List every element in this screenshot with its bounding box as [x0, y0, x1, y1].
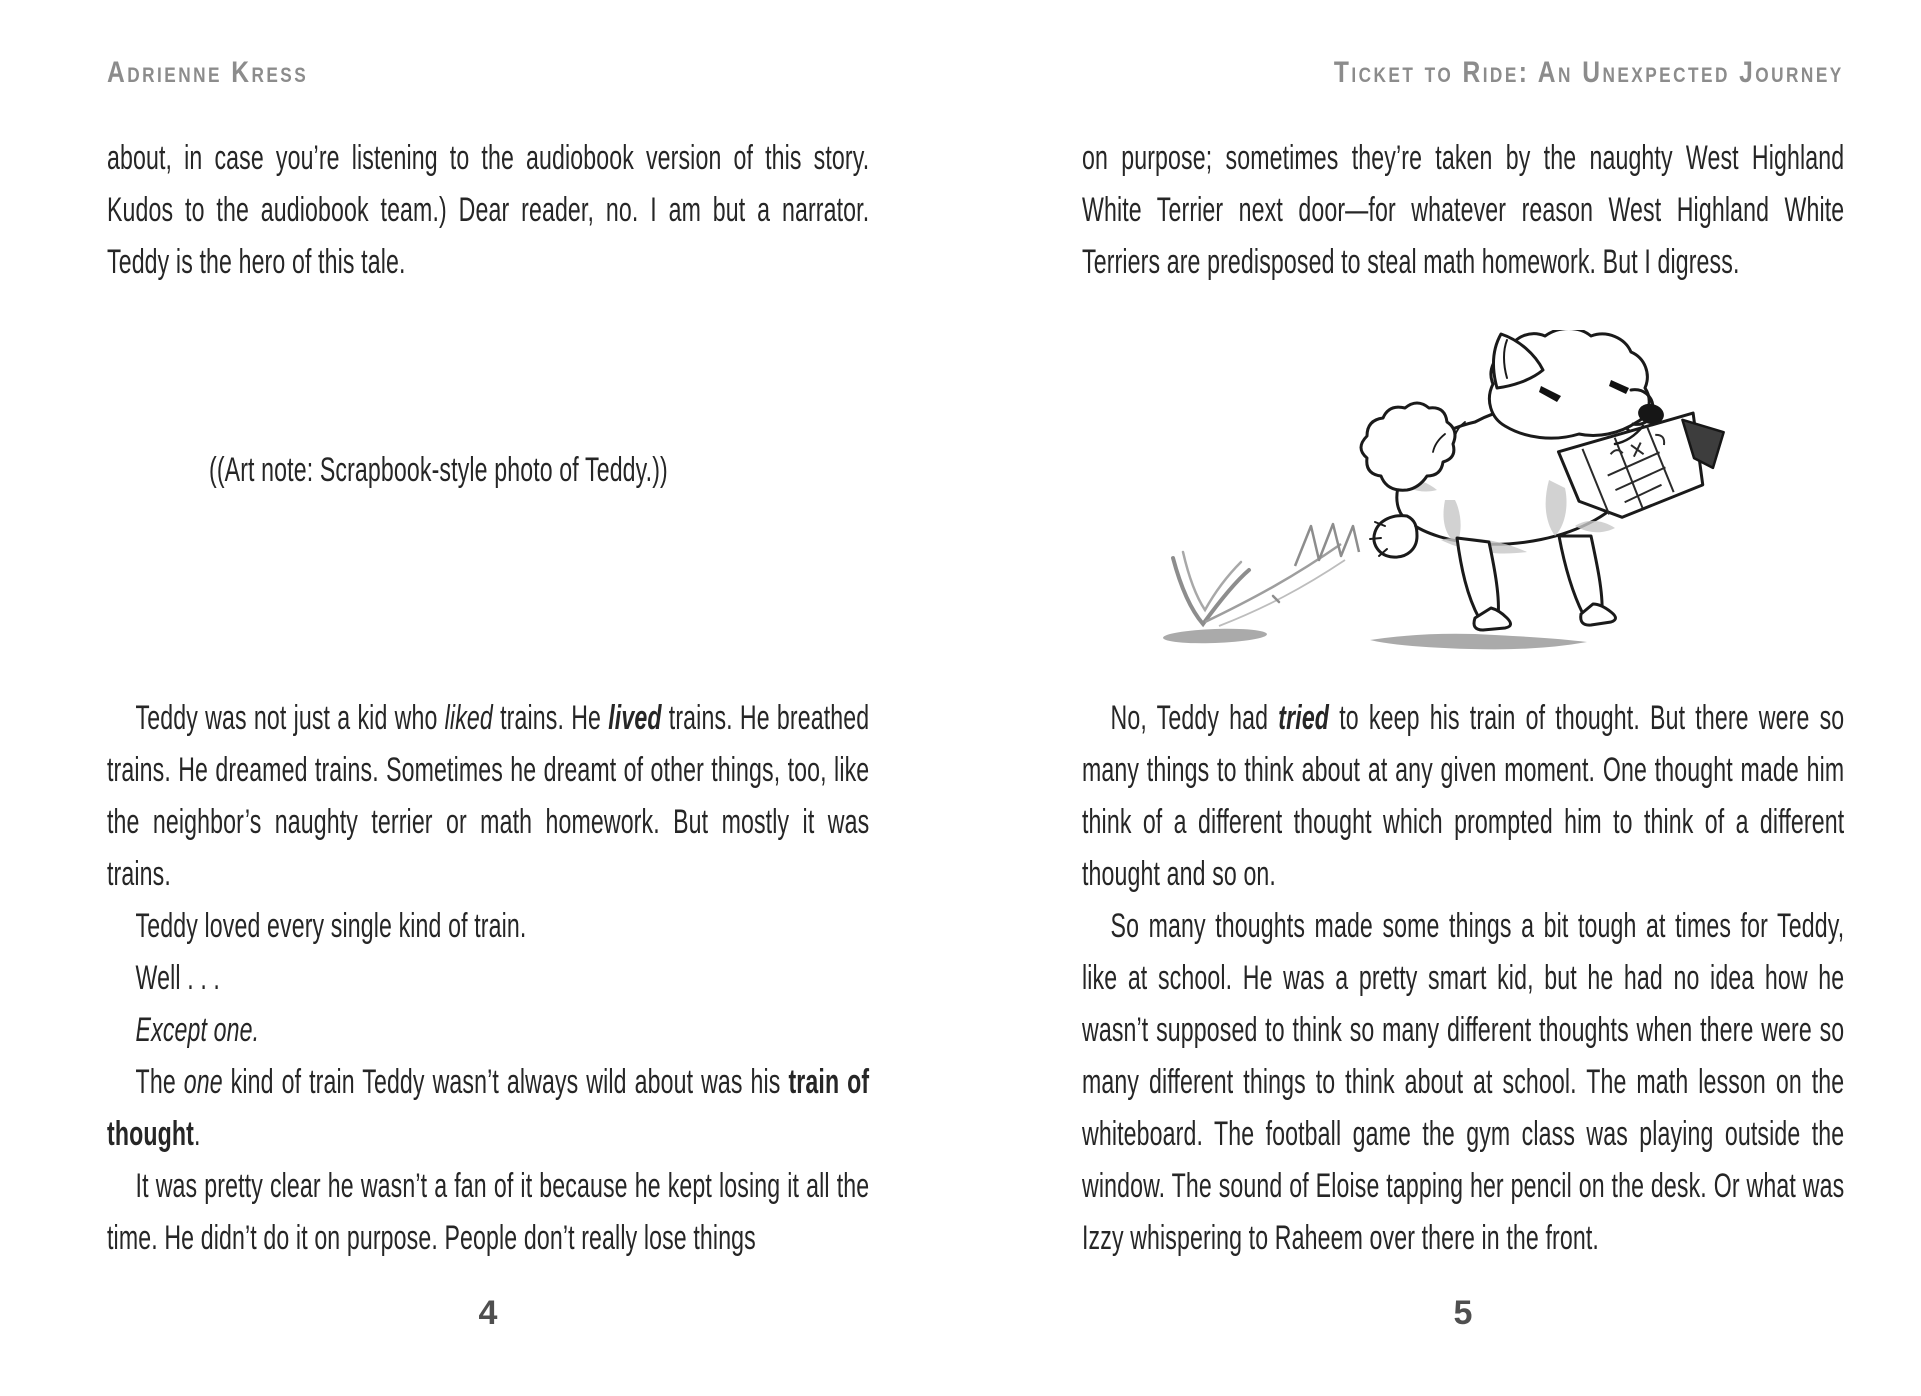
- body-paragraph: Except one.: [135, 1011, 260, 1049]
- body-paragraph: about, in case you’re listening to the audiobook version of this story. Kudos to the audiobook team.) Dear reader, no. I am but a narrator. Teddy is the hero of this tale.: [107, 139, 870, 281]
- shadow-small: [1163, 627, 1267, 645]
- body-paragraph: It was pretty clear he wasn’t a fan of it because he kept losing it all the time. He didn’t do it on purpose. People don’t really lose things: [107, 1167, 870, 1257]
- body-paragraph: The one kind of train Teddy wasn’t always wild about was his train of thought.: [107, 1063, 870, 1153]
- body-paragraph: So many thoughts made some things a bit tough at times for Teddy, like at school. He was a pretty smart kid, but he had no idea how he wasn’t supposed to think so many different thoughts when there were so many different things to think about at school. The math lesson on the whiteboard. The football game the gym class was playing outside the window. The sound of Eloise tapping her pencil on the desk. Or what was Izzy whispering to Raheem over there in the front.: [1082, 907, 1845, 1257]
- terrier-illustration: [1145, 330, 1760, 665]
- body-paragraph: on purpose; sometimes they’re taken by the naughty West Highland White Terrier next door—for whatever reason West Highland White Terriers are predisposed to steal math homework. But I digress.: [1082, 139, 1845, 281]
- body-paragraph: Teddy was not just a kid who liked trains. He lived trains. He breathed trains. He dreamed trains. Sometimes he dreamt of other things, too, like the neighbor’s naughty terrier or math homework. But mostly it was trains.: [107, 699, 870, 893]
- left-page: [107, 0, 869, 1396]
- body-paragraph: Well . . .: [135, 959, 220, 997]
- body-paragraph: Teddy loved every single kind of train.: [135, 907, 527, 945]
- page-number: 4: [478, 1294, 498, 1332]
- page-number: 5: [1453, 1294, 1473, 1332]
- art-note: ((Art note: Scrapbook-style photo of Teddy.)): [209, 451, 668, 489]
- right-page: [1082, 0, 1844, 1396]
- running-header-book-title: Ticket to Ride: An Unexpected Journey: [1334, 56, 1844, 89]
- running-header-author: Adrienne Kress: [107, 56, 309, 89]
- shadow-large: [1370, 634, 1587, 650]
- body-paragraph: No, Teddy had tried to keep his train of thought. But there were so many things to think about at any given moment. One thought made him think of a different thought which prompted him to think of a different thought and so on.: [1082, 699, 1845, 893]
